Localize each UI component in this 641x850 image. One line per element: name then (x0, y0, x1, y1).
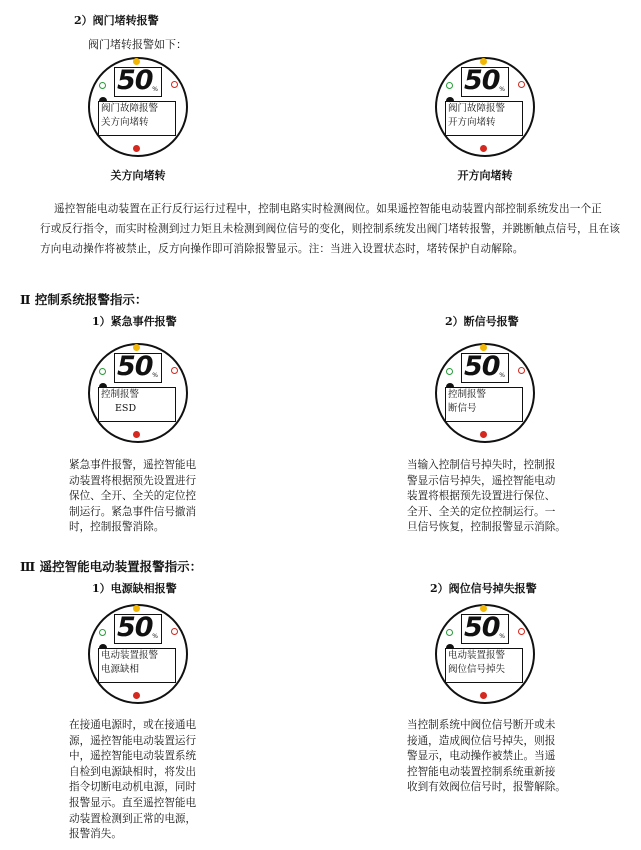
lcd-unit: % (152, 633, 158, 640)
note-line: 紧急事件报警，遥控智能电 (69, 459, 197, 471)
device-panel-phase-loss (88, 604, 188, 704)
lcd-unit: % (499, 372, 505, 379)
red-indicator-icon (480, 692, 487, 699)
note-line: 动装置检测到正常的电源， (69, 812, 197, 825)
status-box (98, 648, 176, 683)
yellow-led-icon (133, 58, 140, 65)
note-line: 指令切断电动机电源，同时 (69, 781, 197, 794)
esd-note (69, 458, 196, 536)
red-indicator-icon (480, 145, 487, 152)
note-line: 自检到电源缺相时，将发出 (69, 765, 197, 778)
status-box (98, 101, 176, 136)
note-line: 收到有效阀位信号时，报警解除。 (407, 781, 566, 794)
lcd-reading: 50 (464, 65, 500, 96)
note-line: 当控制系统中阀位信号断开或未 (407, 719, 556, 731)
status-line-2: 关方向堵转 (101, 117, 149, 128)
device-panel-open-stall (435, 57, 535, 157)
red-led-icon (518, 628, 525, 635)
control-section-heading: Ⅱ 控制系统报警指示： (20, 292, 148, 307)
lcd-reading: 50 (464, 612, 500, 643)
red-indicator-icon (133, 145, 140, 152)
paragraph-line: 方向电动操作将被禁止，反方向操作即可消除报警显示。注：当进入设置状态时，堵转保护自动解除。 (40, 243, 524, 255)
note-line: 报警显示。直至遥控智能电 (69, 796, 197, 809)
status-line-2: 开方向堵转 (448, 117, 496, 128)
note-line: 接通，造成阀位信号掉失，则报 (407, 734, 556, 747)
status-line-1: 阀门故障报警 (448, 103, 506, 114)
status-box (445, 648, 523, 683)
note-line: 报警消失。 (69, 828, 122, 841)
status-box (98, 387, 176, 422)
lcd-unit: % (152, 372, 158, 379)
yellow-led-icon (133, 344, 140, 351)
device-section-heading: Ⅲ 遥控智能电动装置报警指示： (20, 559, 203, 574)
yellow-led-icon (480, 605, 487, 612)
red-led-icon (171, 81, 178, 88)
device-panel-esd (88, 343, 188, 443)
status-line-2: 电源缺相 (101, 664, 140, 675)
note-line: 当输入控制信号掉失时，控制报 (407, 459, 556, 471)
green-led-icon (99, 368, 106, 375)
esd-heading: 1）紧急事件报警 (92, 315, 177, 328)
yellow-led-icon (133, 605, 140, 612)
green-led-icon (99, 629, 106, 636)
status-line-1: 电动装置报警 (448, 650, 506, 661)
green-led-icon (446, 368, 453, 375)
red-led-icon (171, 367, 178, 374)
signal-loss-note (407, 458, 566, 536)
note-line: 中，遥控智能电动装置系统 (69, 750, 197, 763)
lcd-display (114, 67, 162, 97)
note-line: 在接通电源时，或在接通电 (69, 719, 197, 731)
paragraph-line: 遥控智能电动装置在正行反行运行过程中，控制电路实时检测阀位。如果遥控智能电动装置内部控制系统发出一个正 (54, 203, 602, 215)
status-line-2: 断信号 (448, 403, 477, 414)
yellow-led-icon (480, 58, 487, 65)
lcd-display (461, 614, 509, 644)
lcd-reading: 50 (117, 65, 153, 96)
lcd-reading: 50 (117, 612, 153, 643)
green-led-icon (446, 629, 453, 636)
note-line: 警显示信号掉失，遥控智能电动 (407, 474, 556, 487)
status-line-1: 电动装置报警 (101, 650, 159, 661)
device-panel-position-loss (435, 604, 535, 704)
note-line: 装置将根据预先设置进行保位、 (407, 490, 556, 503)
valve-stall-paragraph (40, 199, 630, 259)
note-line: 保位、全开、全关的定位控 (69, 490, 197, 503)
green-led-icon (99, 82, 106, 89)
status-line-2: ESD (115, 403, 137, 414)
lcd-display (461, 353, 509, 383)
green-led-icon (446, 82, 453, 89)
phase-loss-note (69, 718, 196, 843)
red-led-icon (518, 81, 525, 88)
status-line-2: 阀位信号掉失 (448, 664, 506, 675)
status-box (445, 387, 523, 422)
phase-loss-heading: 1）电源缺相报警 (92, 582, 177, 595)
red-indicator-icon (480, 431, 487, 438)
note-line: 动装置将根据预先设置进行 (69, 474, 197, 487)
signal-loss-heading: 2）断信号报警 (445, 315, 519, 328)
lcd-display (114, 614, 162, 644)
note-line: 旦信号恢复，控制报警显示消除。 (407, 521, 566, 534)
valve-stall-intro: 阀门堵转报警如下： (88, 38, 187, 51)
note-line: 控智能电动装置控制系统重新接 (407, 765, 556, 778)
status-line-1: 控制报警 (448, 389, 487, 400)
status-box (445, 101, 523, 136)
red-led-icon (518, 367, 525, 374)
paragraph-line: 行或反行指令，而实时检测到过力矩且未检测到阀位信号的变化，则控制系统发出阀门堵转报警，并跳断触点信号，且在该 (40, 223, 621, 235)
status-line-1: 控制报警 (101, 389, 140, 400)
red-indicator-icon (133, 692, 140, 699)
valve-stall-heading: 2）阀门堵转报警 (74, 14, 159, 27)
device-panel-close-stall (88, 57, 188, 157)
lcd-unit: % (499, 86, 505, 93)
note-line: 警显示，电动操作被禁止。当遥 (407, 750, 556, 763)
device-panel-signal-loss (435, 343, 535, 443)
caption-close-stall: 关方向堵转 (110, 169, 166, 182)
position-loss-heading: 2）阀位信号掉失报警 (430, 582, 537, 595)
lcd-display (461, 67, 509, 97)
caption-open-stall: 开方向堵转 (457, 169, 513, 182)
lcd-display (114, 353, 162, 383)
status-line-1: 阀门故障报警 (101, 103, 159, 114)
position-loss-note (407, 718, 566, 796)
lcd-unit: % (152, 86, 158, 93)
yellow-led-icon (480, 344, 487, 351)
note-line: 全开、全关的定位控制运行。一 (407, 505, 556, 518)
lcd-reading: 50 (117, 351, 153, 382)
note-line: 时，控制报警消除。 (69, 521, 165, 534)
red-indicator-icon (133, 431, 140, 438)
red-led-icon (171, 628, 178, 635)
lcd-reading: 50 (464, 351, 500, 382)
lcd-unit: % (499, 633, 505, 640)
note-line: 源，遥控智能电动装置运行 (69, 734, 197, 747)
note-line: 制运行。紧急事件信号撤消 (69, 505, 197, 518)
